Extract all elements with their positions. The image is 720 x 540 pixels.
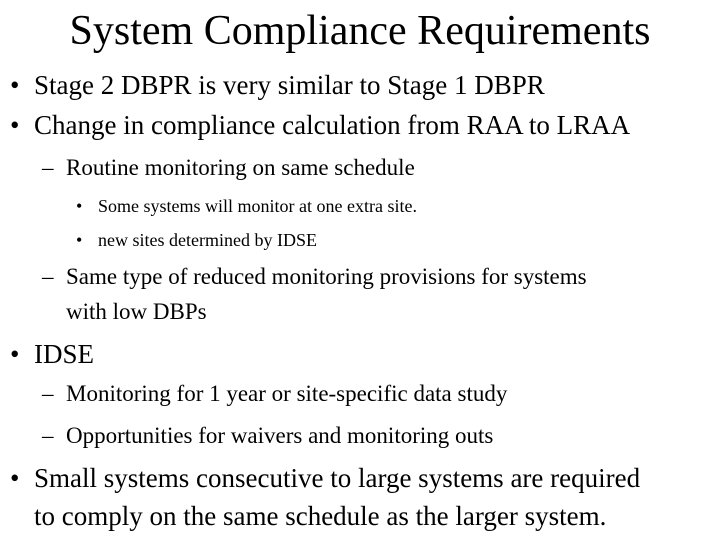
sub-bullet-text: Monitoring for 1 year or site-specific data study <box>66 381 508 406</box>
sub-sub-bullet-text: new sites determined by IDSE <box>98 230 317 250</box>
dash-glyph: – <box>42 155 54 180</box>
bullet-glyph: • <box>10 70 20 100</box>
bullet-glyph: • <box>10 110 20 140</box>
bullet-text: Change in compliance calculation from RAA to LRAA <box>34 110 631 140</box>
dash-glyph: – <box>42 264 54 289</box>
sub-bullet-continuation: with low DBPs <box>66 299 207 324</box>
bullet-glyph: • <box>10 463 20 493</box>
sub-bullet-text: Opportunities for waivers and monitoring outs <box>66 423 494 448</box>
sub-bullet-text: Same type of reduced monitoring provisions for systems <box>66 264 587 289</box>
bullet-continuation: to comply on the same schedule as the larger system. <box>34 501 607 531</box>
bullet-text: Small systems consecutive to large systems are required <box>34 463 641 493</box>
dash-glyph: – <box>42 381 54 406</box>
sub-sub-bullet-text: Some systems will monitor at one extra site. <box>98 196 417 216</box>
dash-glyph: – <box>42 423 54 448</box>
bullet-glyph: • <box>10 339 20 369</box>
bullet-text: Stage 2 DBPR is very similar to Stage 1 DBPR <box>34 70 545 100</box>
bullet-glyph: • <box>76 230 83 250</box>
slide-title: System Compliance Requirements <box>69 8 651 54</box>
sub-bullet-text: Routine monitoring on same schedule <box>66 155 415 180</box>
bullet-text: IDSE <box>34 339 94 369</box>
bullet-glyph: • <box>76 196 83 216</box>
